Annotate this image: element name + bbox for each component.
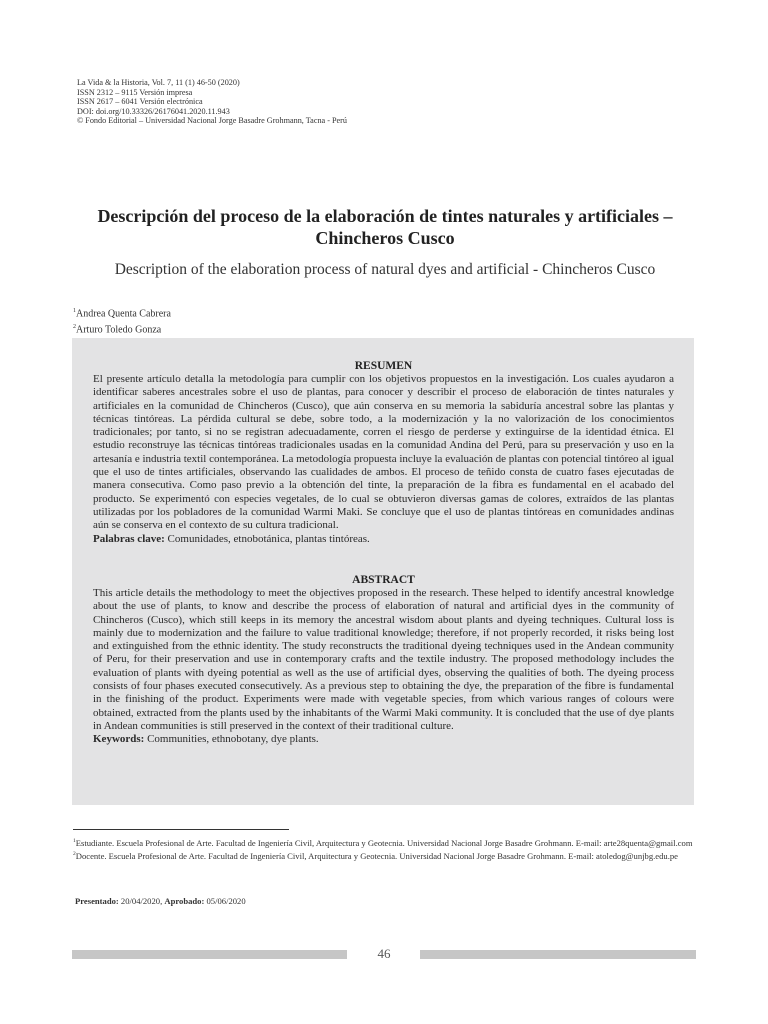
footnote-mark: 2	[73, 850, 76, 857]
keywords-value: Communities, ethnobotany, dye plants.	[144, 733, 319, 746]
approved-date: 05/06/2020	[204, 896, 246, 906]
resumen-text: El presente artículo detalla la metodología para cumplir con los objetivos propuestos en la investigación. Los cuales ayudaron a identificar saberes ancestrales sobre el uso de plantas, para conocer y describir el proceso de elaboración de tintes naturales y artificiales en la comunidad de Chincheros (Cusco), que aún conserva en su memoria la sabiduría ancestral sobre las plantas y técnicas tintóreas. La pérdida cultural se debe, sobre todo, a la modernización y la no valorización de los conocimientos tradicionales; por tanto, si no se registran adecuadamente, corren el riesgo de perderse y extinguirse de la identidad étnica. El estudio reconstruye las técnicas tintóreas tradicionales usadas en la comunidad Andina del Perú, para su preservación y uso en la artesanía e industria textil contemporánea. La metodología propuesta incluye la evaluación de plantas con potencial tintóreo al igual que el uso de tintes artificiales, observando las cualidades de ambos. El proceso de teñido consta de cuatro fases ejecutadas de manera consecutiva. Como paso previo a la obtención del tinte, la preparación de la fibra es fundamental en el acabado del producto. Se experimentó con especies vegetales, de lo cual se obtuvieron diversas gamas de colores, extraídos de las plantas utilizadas por los pobladores de la comunidad Warmi Maki. Se concluye que el uso de plantas tintóreas en comunidades andinas aún se conserva en el contexto de su cultura tradicional.	[93, 373, 674, 532]
submission-dates	[75, 896, 246, 906]
footnote-text: Estudiante. Escuela Profesional de Arte. Facultad de Ingeniería Civil, Arquitectura y Geotecnia. Universidad Nacional Jorge Basadre Grohmann. E-mail: arte28quenta@gmail.com	[75, 837, 693, 848]
abstract-section	[93, 574, 674, 747]
author-mark: 2	[73, 323, 76, 330]
author-name: Arturo Toledo Gonza	[76, 324, 162, 336]
presented-label: Presentado:	[75, 896, 119, 906]
footnote	[73, 836, 698, 849]
page-number: 46	[377, 946, 391, 961]
footnote-divider	[73, 829, 289, 830]
footnote-mark: 1	[73, 838, 76, 844]
resumen-section	[93, 360, 674, 546]
footnotes	[73, 836, 698, 862]
author-mark: 1	[73, 308, 76, 314]
author-list	[73, 305, 171, 337]
abstract-text: This article details the methodology to meet the objectives proposed in the research. These helped to identify ancestral knowledge about the use of plants, to know and describe the process of elaboration of natural and artificial dyes in the community of Chincheros (Cusco), which still keeps in its memory the ancestral wisdom about plants and dyeing techniques. Cultural loss is mainly due to modernization and the failure to value traditional knowledge; therefore, if not properly recorded, it risks being lost and extinguished from the ethnic identity. The study reconstructs the traditional dyeing techniques used in the Andean community of Peru, for their preservation and use in contemporary crafts and the textile industry. The proposed methodology includes the evaluation of plants with dyeing potential as well as the use of artificial dyes, observing the qualities of both. The dyeing process consists of four phases executed consecutively. As a previous step to obtaining the dye, the preparation of the fibre is fundamental in the finishing of the product. Experiments were made with vegetable species, from which various ranges of colours were obtained, extracted from the plants used by the inhabitants of the Warmi Maki community. It is concluded that the use of dye plants in Andean communities is still preserved in the context of their traditional culture.	[93, 587, 674, 732]
abstract-keywords	[93, 733, 674, 746]
author-name: Andrea Quenta Cabrera	[76, 308, 171, 320]
keywords-label: Keywords:	[93, 733, 145, 746]
footnote-text: Docente. Escuela Profesional de Arte. Facultad de Ingeniería Civil, Arquitectura y Geotecnia. Universidad Nacional Jorge Basadre Grohmann. E-mail: atoledog@unjbg.edu.pe	[75, 850, 678, 861]
issn-electronic: ISSN 2617 – 6041 Versión electrónica	[77, 97, 203, 107]
presented-date: 20/04/2020,	[118, 896, 165, 906]
footnote	[73, 849, 698, 862]
abstract-heading: ABSTRACT	[352, 574, 415, 586]
article-subtitle: Description of the elaboration process of natural dyes and artificial - Chincheros Cusco	[114, 261, 656, 278]
keywords-value: Comunidades, etnobotánica, plantas tintóreas.	[164, 532, 370, 545]
journal-info	[77, 78, 347, 126]
approved-label: Aprobado:	[164, 896, 205, 906]
issn-print: ISSN 2312 – 9115 Versión impresa	[77, 87, 193, 97]
doi: DOI: doi.org/10.33326/26176041.2020.11.943	[77, 106, 230, 116]
abstract-box	[72, 338, 694, 805]
footer-bar-left	[72, 950, 347, 959]
resumen-keywords	[93, 533, 674, 546]
copyright: © Fondo Editorial – Universidad Nacional Jorge Basadre Grohmann, Tacna - Perú	[77, 116, 348, 126]
author	[73, 321, 171, 337]
keywords-label: Palabras clave:	[93, 532, 165, 545]
author	[73, 305, 171, 321]
footer-bar-right	[420, 950, 696, 959]
journal-citation: La Vida & la Historia, Vol. 7, 11 (1) 46-50 (2020)	[77, 78, 240, 87]
article-title: Descripción del proceso de la elaboración de tintes naturales y artificiales – Chincheros Cusco	[97, 206, 673, 248]
resumen-heading: RESUMEN	[354, 360, 413, 372]
